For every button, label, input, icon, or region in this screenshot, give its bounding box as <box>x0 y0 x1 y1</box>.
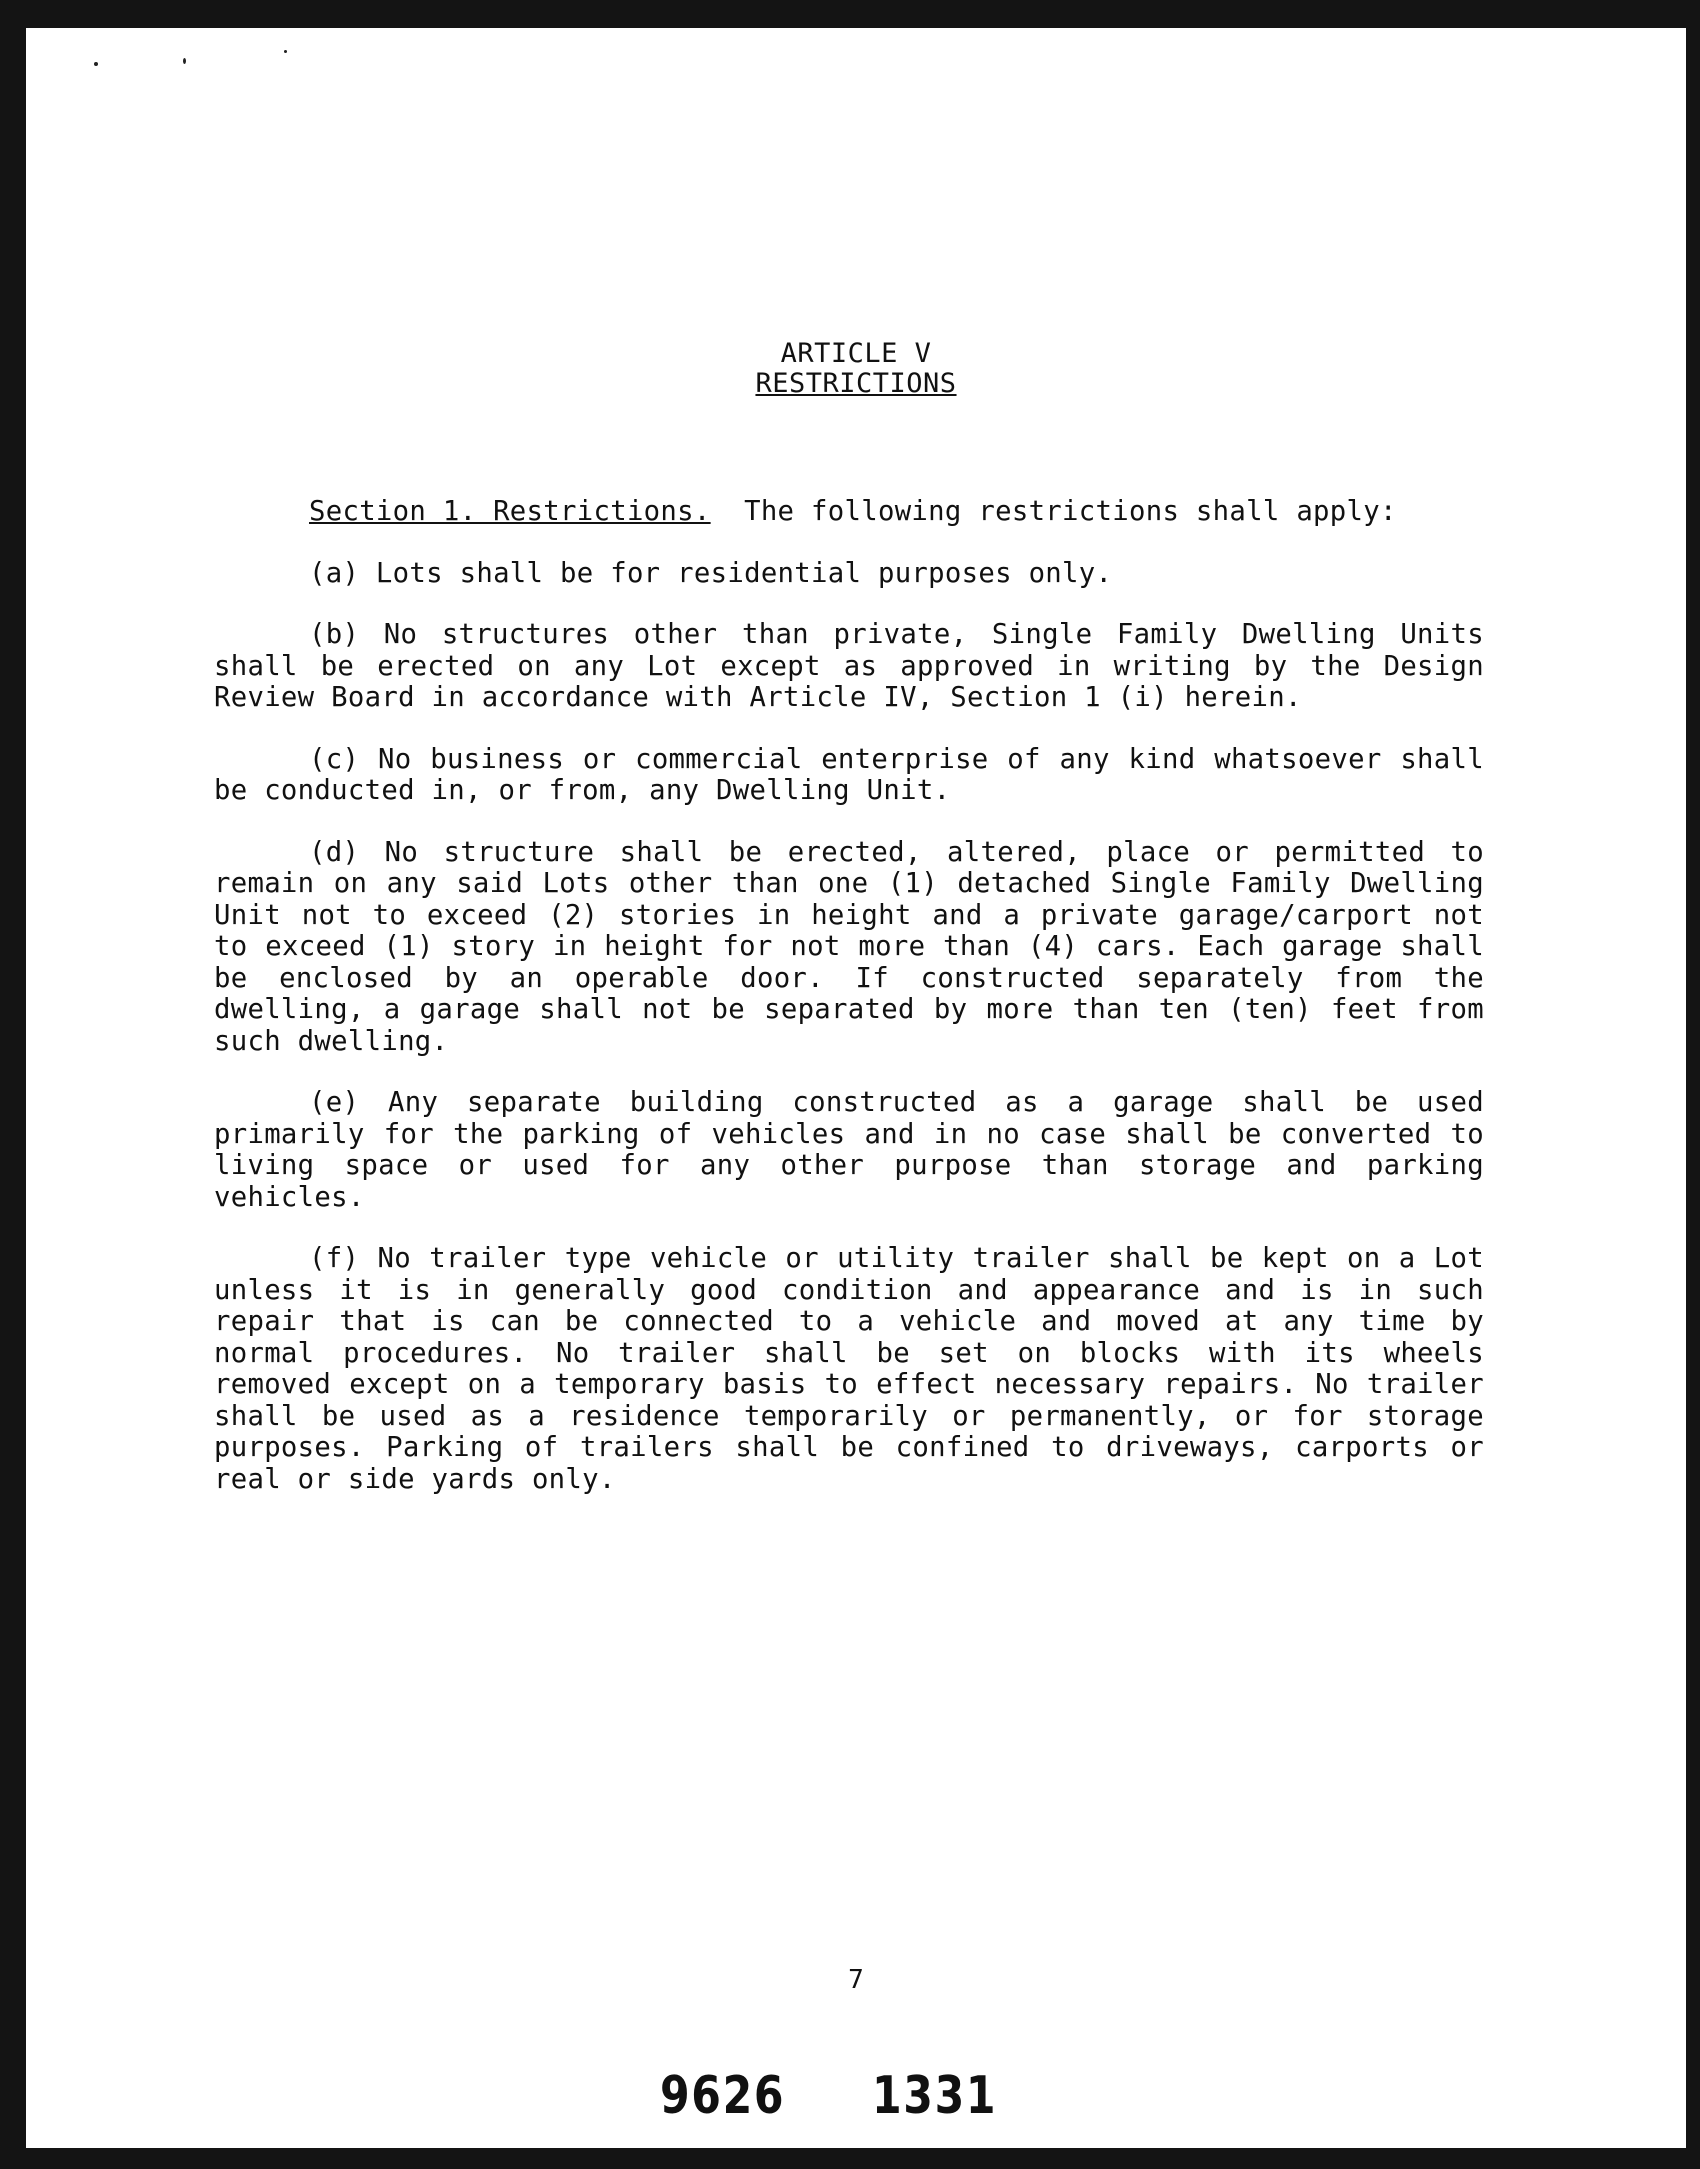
document-body <box>214 496 1484 1525</box>
record-stamp-page: 1331 <box>872 2066 998 2126</box>
scan-speck <box>94 62 98 66</box>
record-stamp-book: 9626 <box>660 2066 786 2126</box>
article-title: ARTICLE V <box>780 338 932 369</box>
article-subtitle: RESTRICTIONS <box>755 368 957 399</box>
section-intro: The following restrictions shall apply: <box>744 496 1397 527</box>
restriction-d: (d) No structure shall be erected, altered, place or permitted to remain on any said Lots other than one (1) detached Single Family Dwelling Unit not to exceed (2) stories in height and a private garage/carport not to exceed (1) story in height for not more than (4) cars. Each garage shall be enclosed by an operable door. If constructed separately from the dwelling, a garage shall not be separated by more than ten (ten) feet from such dwelling. <box>214 836 1484 1057</box>
section-intro-paragraph <box>214 496 1484 528</box>
restriction-a: (a) Lots shall be for residential purposes only. <box>309 557 1113 589</box>
page-number: 7 <box>848 1965 864 1995</box>
restriction-b: (b) No structures other than private, Single Family Dwelling Units shall be erected on any Lot except as approved in writing by the Design Review Board in accordance with Article IV, Section 1 (i) herein. <box>214 619 1484 713</box>
restriction-c: (c) No business or commercial enterprise of any kind whatsoever shall be conducted in, or from, any Dwelling Unit. <box>214 743 1484 806</box>
section-heading: Section 1. Restrictions. <box>309 496 711 527</box>
restriction-f: (f) No trailer type vehicle or utility trailer shall be kept on a Lot unless it is in generally good condition and appearance and is in such repair that is can be connected to a vehicle and moved at any time by normal procedures. No trailer shall be set on blocks with its wheels removed except on a temporary basis to effect necessary repairs. No trailer shall be used as a residence temporarily or permanently, or for storage purposes. Parking of trailers shall be confined to driveways, carports or real or side yards only. <box>214 1243 1484 1495</box>
scan-speck <box>284 50 287 53</box>
restriction-e: (e) Any separate building constructed as a garage shall be used primarily for the parking of vehicles and in no case shall be converted to living space or used for any other purpose than storage and parking vehicles. <box>214 1087 1484 1213</box>
document-page <box>26 28 1686 2148</box>
scan-speck <box>183 58 186 64</box>
